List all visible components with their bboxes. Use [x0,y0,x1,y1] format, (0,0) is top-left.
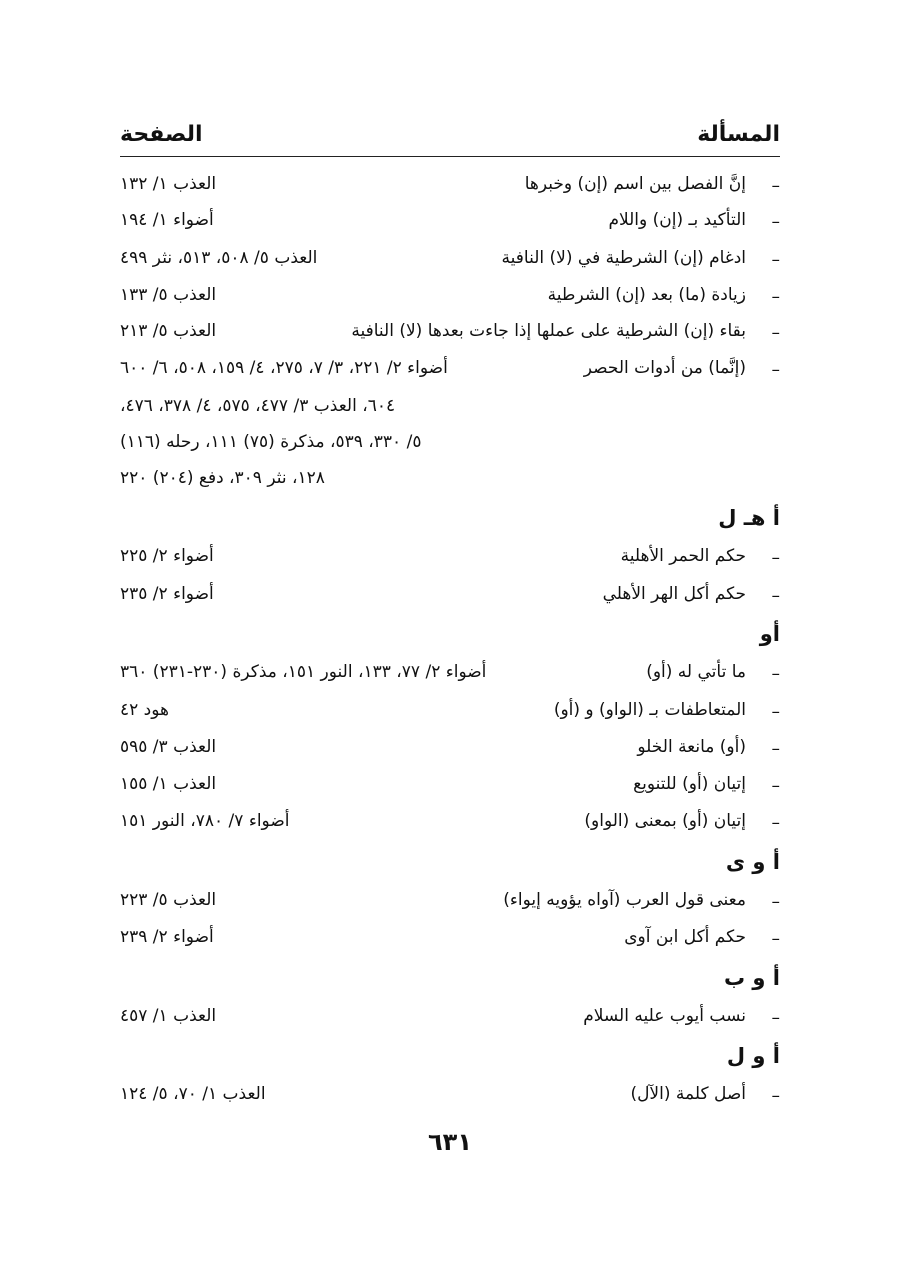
entry-reference: العذب ٥/ ١٣٣ [120,285,217,305]
index-entry [120,1084,780,1118]
index-entry [120,811,780,845]
entry-dash: – [771,176,780,196]
entry-issue: حكم أكل ابن آوى [624,927,746,947]
entry-issue: بقاء (إن) الشرطية على عملها إذا جاءت بعدها (لا) النافية [351,321,746,341]
entry-dash: – [771,702,780,722]
entry-reference: أضواء ١/ ١٩٤ [120,210,214,230]
entry-dash: – [771,776,780,796]
issue-column-heading: المسألة [697,122,780,147]
index-entry [120,358,780,392]
entry-dash: – [771,212,780,232]
index-entry [120,662,780,696]
entry-issue: (إنَّما) من أدوات الحصر [583,358,746,378]
index-entry [120,774,780,808]
entry-reference: أضواء ٢/ ٢٣٥ [120,584,214,604]
index-entry [120,927,780,961]
root-section-heading: أو [759,622,780,646]
entry-issue: المتعاطفات بـ (الواو) و (أو) [553,700,746,720]
index-entry [120,248,780,282]
index-entry [120,737,780,771]
index-entry [120,890,780,924]
entry-issue: ما تأتي له (أو) [646,662,746,682]
entry-reference: هود ٤٢ [120,700,169,720]
page-header [120,122,780,156]
index-entry [120,1006,780,1040]
page-number: ٦٣١ [428,1128,472,1156]
entry-reference: أضواء ٢/ ٢٢٥ [120,546,214,566]
entry-reference: العذب ١/ ٧٠، ٥/ ١٢٤ [120,1084,266,1104]
entry-issue: حكم الحمر الأهلية [620,546,746,566]
entry-dash: – [771,287,780,307]
header-divider [120,156,780,157]
entry-reference: العذب ١/ ٤٥٧ [120,1006,217,1026]
reference-continuation-line: ٥/ ٣٣٠، ٥٣٩، مذكرة (٧٥) ١١١، رحله (١١٦) [120,432,422,452]
entry-dash: – [771,360,780,380]
entry-reference: العذب ٥/ ٥٠٨، ٥١٣، نثر ٤٩٩ [120,248,318,268]
entry-dash: – [771,323,780,343]
entry-issue: حكم أكل الهر الأهلي [602,584,746,604]
entry-dash: – [771,1008,780,1028]
entry-reference: العذب ٥/ ٢٢٣ [120,890,217,910]
entry-dash: – [771,1086,780,1106]
root-section-heading: أ و ب [724,966,780,990]
entry-dash: – [771,586,780,606]
index-entry [120,546,780,580]
root-section-heading: أ هـ ل [718,506,780,530]
entry-issue: إنَّ الفصل بين اسم (إن) وخبرها [524,174,746,194]
page-column-heading: الصفحة [120,122,203,147]
entry-dash: – [771,548,780,568]
index-entry [120,210,780,244]
entry-reference: أضواء ٢/ ٢٣٩ [120,927,214,947]
entry-issue: زيادة (ما) بعد (إن) الشرطية [547,285,746,305]
entry-issue: (أو) مانعة الخلو [637,737,746,757]
entry-issue: معنى قول العرب (آواه يؤويه إيواء) [503,890,746,910]
entry-issue: أصل كلمة (الآل) [630,1084,746,1104]
entry-issue: ادغام (إن) الشرطية في (لا) النافية [501,248,746,268]
index-entry [120,321,780,355]
entry-dash: – [771,929,780,949]
entry-reference: أضواء ٧/ ٧٨٠، النور ١٥١ [120,811,290,831]
entry-reference: أضواء ٢/ ٢٢١، ٣/ ٧، ٢٧٥، ٤/ ١٥٩، ٥٠٨، ٦/ ٦٠٠ [120,358,448,378]
entry-issue: التأكيد بـ (إن) واللام [608,210,746,230]
entry-dash: – [771,892,780,912]
entry-reference: العذب ١/ ١٣٢ [120,174,217,194]
entry-dash: – [771,739,780,759]
entry-issue: إتيان (أو) للتنويع [633,774,746,794]
entry-reference: العذب ٥/ ٢١٣ [120,321,217,341]
entry-dash: – [771,250,780,270]
entry-reference: أضواء ٢/ ٧٧، ١٣٣، النور ١٥١، مذكرة (٢٣٠-٢٣١) ٣٦٠ [120,662,487,682]
entry-issue: إتيان (أو) بمعنى (الواو) [584,811,746,831]
entry-dash: – [771,813,780,833]
entry-dash: – [771,664,780,684]
entry-issue: نسب أيوب عليه السلام [583,1006,746,1026]
root-section-heading: أ و ل [726,1044,780,1068]
entry-reference: العذب ١/ ١٥٥ [120,774,217,794]
index-entry [120,174,780,208]
reference-continuation-line: ٦٠٤، العذب ٣/ ٤٧٧، ٥٧٥، ٤/ ٣٧٨، ٤٧٦، [120,396,396,416]
index-entry [120,700,780,734]
root-section-heading: أ و ى [725,850,780,874]
entry-reference: العذب ٣/ ٥٩٥ [120,737,217,757]
index-entry [120,285,780,319]
index-entry [120,584,780,618]
reference-continuation-line: ١٢٨، نثر ٣٠٩، دفع (٢٠٤) ٢٢٠ [120,468,325,488]
